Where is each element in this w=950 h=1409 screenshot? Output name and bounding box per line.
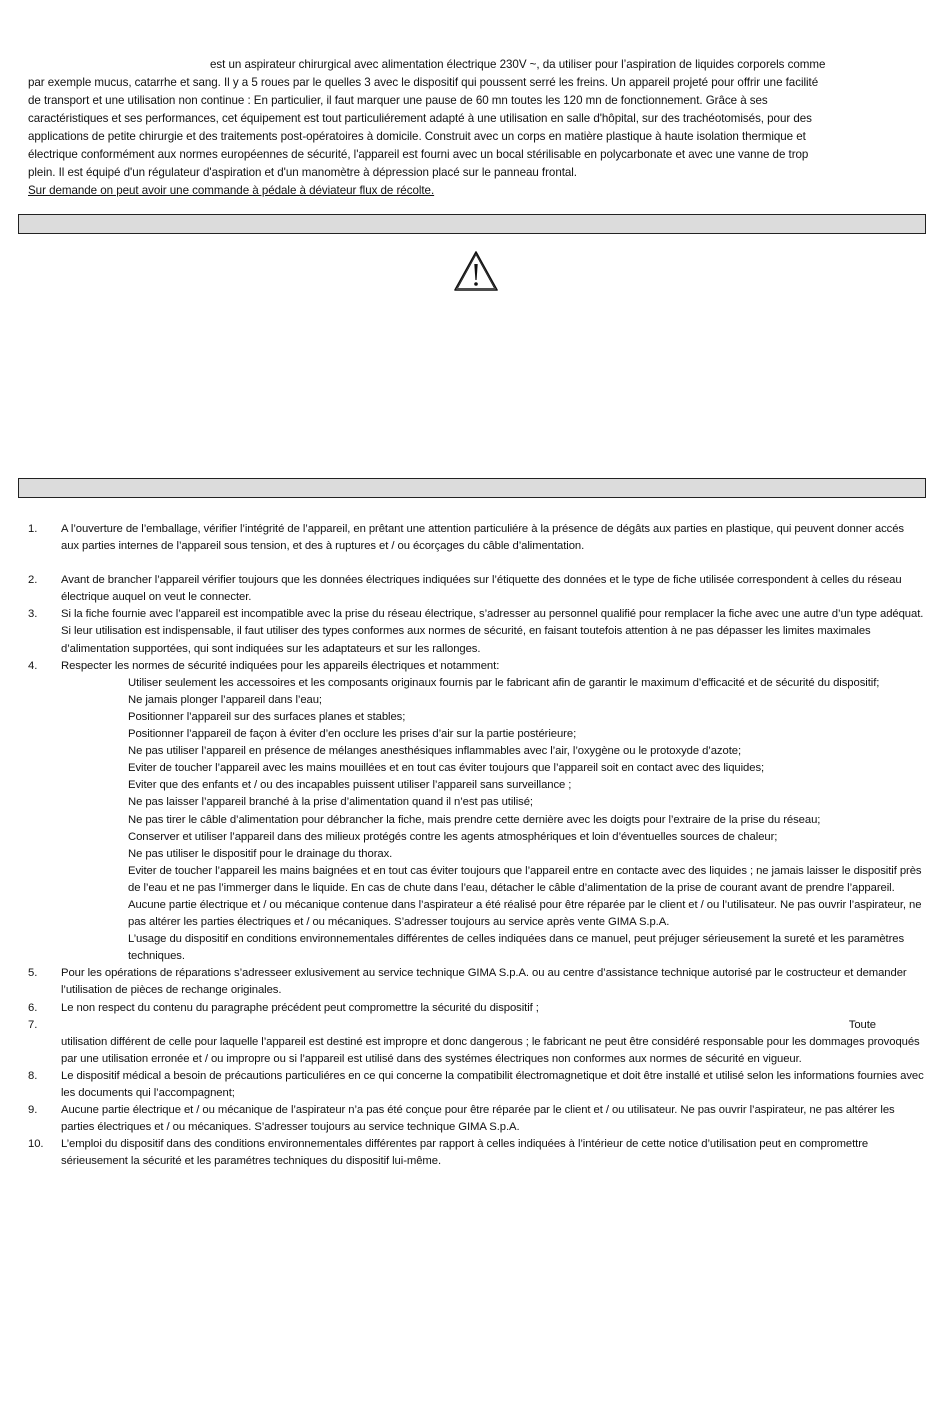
- intro-line: plein. Il est équipé d'un régulateur d'aspiration et d'un manomètre à dépression placé sur le panneau frontal.: [28, 166, 577, 179]
- sub-item: Eviter que des enfants et / ou des incapables puissent utiliser l’appareil sans surveillance ;: [128, 779, 572, 792]
- list-item-number: 1.: [28, 523, 38, 535]
- list-item-number: 10.: [28, 1138, 44, 1151]
- list-item-text: utilisation différent de celle pour laquelle l’appareil est destiné est impropre et donc dangerous ; le fabricant ne peut être considéré responsable pour les dommages provoqués par une utilisation erronée et / ou impropre ou si l’appareil est utilisé dans des systémes électriques non conformes aux normes de sécurité en vigueur.: [61, 1035, 920, 1065]
- list-item-text: L’emploi du dispositif dans des conditions environnementales différentes par rapport à celles indiquées à l’intérieur de cette notice d’utilisation peut en compromettre sérieusement la sécurité et les paramétres techniques du dispositif lui-même.: [61, 1138, 869, 1168]
- list-item-text: Si la fiche fournie avec l’appareil est incompatible avec la prise du réseau électrique, s’adresser au personnel qualifié pour remplacer la fiche avec une autre d’un type adéquat. Si leur utilisation est indispensable, il faut utiliser des types conformes aux normes de sécurité, en faisant toutefois attention à ne pas dépasser les limites maximales d’alimentation supportées, qui sont indiquées sur les adaptateurs et sur les rallonges.: [61, 608, 924, 655]
- sub-item: Ne pas utiliser l’appareil en présence de mélanges anesthésiques inflammables avec l’air, l’oxygène ou le protoxyde d’azote;: [128, 745, 742, 758]
- list-item-text: Aucune partie électrique et / ou mécanique de l’aspirateur n’a pas été conçue pour être réparée par le client et / ou utilisateur. Ne pas ouvrir l’aspirateur, ne pas altérer les parties électriques et / ou mécaniques. S’adresser toujours au service technique GIMA S.p.A.: [61, 1104, 895, 1134]
- sub-item: Conserver et utiliser l’appareil dans des milieux protégés contre les agents atmosphériques et loin d’éventuelles sources de chaleur;: [128, 830, 778, 843]
- list-item-text: Respecter les normes de sécurité indiquées pour les appareils électriques et notamment:: [61, 659, 500, 672]
- section-header-bar: [18, 214, 926, 234]
- intro-line: est un aspirateur chirurgical avec alimentation électrique 230V ~, da utiliser pour l’aspiration de liquides corporels comme: [210, 58, 826, 71]
- sub-item: L’usage du dispositif en conditions environnementales différentes de celles indiquées dans ce manuel, peut préjuger sérieusement la sureté et les paramètres techniques.: [128, 933, 905, 963]
- list-item-number: 7.: [28, 1018, 38, 1031]
- list-item: [28, 572, 924, 606]
- safety-instructions-list: [28, 521, 924, 1170]
- list-item-text: A l’ouverture de l’emballage, vérifier l’intégrité de l’appareil, en prêtant une attention particuliére à la présence de dégâts aux parties en plastique, qui peuvent donner accés aux parties internes de l’appareil sous tension, et des à ruptures et / ou écorçages du câble d’alimentation.: [61, 523, 904, 553]
- list-item-number: 8.: [28, 1069, 38, 1082]
- list-item: [28, 965, 924, 999]
- intro-underlined-note: Sur demande on peut avoir une commande à pédale à déviateur flux de récolte.: [28, 184, 435, 197]
- list-item-number: 9.: [28, 1104, 38, 1117]
- intro-line: de transport et une utilisation non continue : En particulier, il faut marquer une pause de 60 mn toutes les 120 mn de fonctionnement. Grâce à ses: [28, 94, 768, 107]
- sub-item: Ne pas utiliser le dispositif pour le drainage du thorax.: [128, 847, 393, 860]
- list-item: [28, 1000, 924, 1017]
- list-item-text: Pour les opérations de réparations s’adresseer exlusivement au service technique GIMA S.p.A. ou au centre d’assistance technique autorisé par le costructeur et demander l’utilisation de pièces de rechange originales.: [61, 967, 907, 997]
- list-item-number: 3.: [28, 608, 38, 621]
- list-item-number: 6.: [28, 1001, 38, 1014]
- list-item-text: Avant de brancher l’appareil vérifier toujours que les données électriques indiquées sur l’étiquette des données et le type de fiche utilisée correspondent à celles du réseau électrique auquel on veut le connecter.: [61, 574, 902, 604]
- sub-item: Ne jamais plonger l’appareil dans l’eau;: [128, 693, 322, 706]
- section-header-bar: [18, 478, 926, 498]
- intro-line: applications de petite chirurgie et des traitements post-opératoires à domicile. Construit avec un corps en matière plastique à haute isolation thermique et: [28, 130, 806, 143]
- sub-item: Utiliser seulement les accessoires et les composants originaux fournis par le fabricant afin de garantir le maximum d’efficacité et de sécurité du dispositif;: [128, 676, 880, 689]
- intro-paragraph: [28, 56, 924, 200]
- sub-item: Eviter de toucher l’appareil les mains baignées et en tout cas éviter toujours que l’appareil entre en contacte avec des liquides ; ne jamais laisser le dispositif près de l’eau et ne pas l’immerger dans le liquide. En cas de chute dans l’eau, détacher le câble d’alimentation de la prise de courant avant de prendre l’appareil.: [128, 864, 922, 894]
- intro-line: caractéristiques et ses performances, cet équipement est tout particuliérement adapté à une utilisation en salle d'hôpital, sur des trachéotomisés, pour des: [28, 112, 812, 125]
- list-item: [28, 606, 924, 657]
- list-item-number: 2.: [28, 574, 38, 587]
- list-item: [28, 1102, 924, 1136]
- list-item-text: Le dispositif médical a besoin de précautions particuliéres en ce qui concerne la compatibilit électromagnetique et doit être installé et utilisé selon les informations fournies avec les documents qui l’accompagnent;: [61, 1069, 924, 1099]
- list-item: [28, 1136, 924, 1170]
- list-item-text: Le non respect du contenu du paragraphe précédent peut compromettre la sécurité du dispositif ;: [61, 1001, 539, 1014]
- list-item-number: 5.: [28, 967, 38, 980]
- sub-item: Positionner l’appareil sur des surfaces planes et stables;: [128, 710, 406, 723]
- list-item-lead-word: Toute: [848, 1018, 876, 1031]
- list-item: [28, 1068, 924, 1102]
- list-item-number: 4.: [28, 659, 38, 672]
- list-item: [28, 521, 924, 555]
- list-item: [28, 658, 924, 966]
- intro-line: par exemple mucus, catarrhe et sang. Il y a 5 roues par le quelles 3 avec le dispositif qui poussent serré les freins. Un appareil projeté pour offrir une facilité: [28, 76, 819, 89]
- sub-item: Eviter de toucher l’appareil avec les mains mouillées et en tout cas éviter toujours que l’appareil soit en contact avec des liquides;: [128, 762, 765, 775]
- sub-item: Aucune partie électrique et / ou mécanique contenue dans l’aspirateur a été réalisé pour être réparée par le client et / ou l’utilisateur. Ne pas ouvrir l’aspirateur, ne pas altérer les parties électriques et / ou mécaniques. S’adresser toujours au service après vente GIMA S.p.A.: [128, 898, 922, 929]
- sub-item: Positionner l’appareil de façon à éviter d’en occlure les prises d’air sur la partie postérieure;: [128, 728, 577, 741]
- sub-item: Ne pas tirer le câble d’alimentation pour débrancher la fiche, mais prendre cette dernière avec les doigts pour l’extraire de la prise du réseau;: [128, 813, 821, 826]
- warning-triangle-icon: [453, 250, 499, 292]
- sub-item: Ne pas laisser l’appareil branché à la prise d’alimentation quand il n’est pas utilisé;: [128, 796, 533, 809]
- intro-line: électrique conformément aux normes européennes de sécurité, l'appareil est fourni avec un bocal stérilisable en polycarbonate et avec une vanne de trop: [28, 148, 809, 161]
- list-item: [28, 1017, 924, 1068]
